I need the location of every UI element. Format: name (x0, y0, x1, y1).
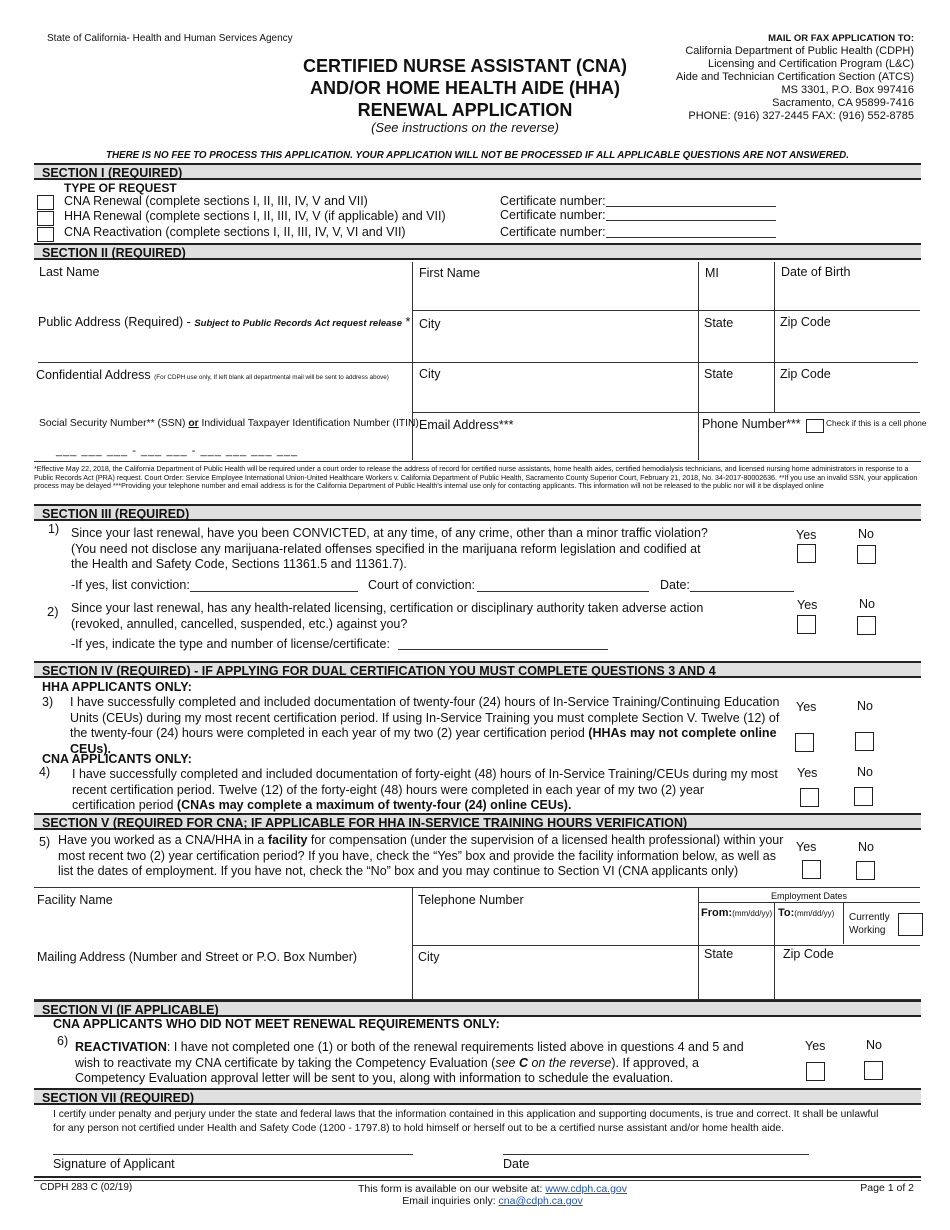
section-7-header: SECTION VII (REQUIRED) (34, 1088, 921, 1105)
currently-working-label: Currently Working (849, 912, 890, 936)
website-link[interactable]: www.cdph.ca.gov (545, 1183, 628, 1195)
cna-applicants-label: CNA APPLICANTS ONLY: (42, 752, 192, 766)
section-4-header: SECTION IV (REQUIRED) - IF APPLYING FOR DUAL CERTIFICATION YOU MUST COMPLETE QUESTIONS 3 AND 4 (34, 661, 921, 678)
q2-no-checkbox[interactable] (857, 616, 876, 635)
grid-line (34, 887, 920, 888)
cna-renewal-checkbox[interactable] (37, 195, 54, 210)
state-label: State (704, 316, 734, 330)
q3-yes-checkbox[interactable] (795, 733, 814, 752)
date-field[interactable] (503, 1154, 809, 1155)
phone-number-label: Phone Number*** (702, 417, 801, 431)
agency-name: State of California- Health and Human Services Agency (47, 33, 293, 44)
to-date-label: To:(mm/dd/yy) (778, 907, 835, 919)
yes-label: Yes (805, 1039, 826, 1053)
no-label: No (858, 840, 874, 854)
first-name-label: First Name (419, 266, 481, 280)
grid-divider (843, 902, 844, 944)
q6-no-checkbox[interactable] (864, 1061, 883, 1080)
hha-renewal-checkbox[interactable] (37, 211, 54, 226)
question-6-number: 6) (57, 1034, 69, 1048)
q1-yes-checkbox[interactable] (797, 544, 816, 563)
question-1-number: 1) (48, 522, 60, 536)
license-type-field[interactable] (398, 649, 608, 650)
footer-contact: This form is available on our website at: www.cdph.ca.gov Email inquiries only: cna@cdph.ca.gov (357, 1183, 628, 1207)
grid-line (34, 461, 921, 462)
grid-divider (698, 887, 699, 999)
cna-renewal-label: CNA Renewal (complete sections I, II, III, IV, V and VII) (64, 194, 368, 208)
yes-label: Yes (797, 766, 818, 780)
form-id: CDPH 283 C (02/19) (40, 1182, 133, 1193)
from-date-label: From:(mm/dd/yy) (701, 907, 773, 919)
q4-no-checkbox[interactable] (854, 787, 873, 806)
certificate-number-field[interactable] (606, 206, 776, 207)
form-title: CERTIFIED NURSE ASSISTANT (CNA) AND/OR HOME HEALTH AIDE (HHA) RENEWAL APPLICATION (303, 56, 627, 120)
date-of-birth-label: Date of Birth (781, 265, 851, 279)
middle-initial-label: MI (705, 266, 719, 280)
list-conviction-label: -If yes, list conviction: (71, 578, 190, 592)
section-1-header: SECTION I (REQUIRED) (34, 163, 921, 180)
facility-name-label: Facility Name (37, 893, 113, 907)
grid-line (412, 945, 920, 946)
ssn-label: Social Security Number** (SSN) or Individual Taxpayer Identification Number (ITIN) (39, 418, 419, 429)
q1-no-checkbox[interactable] (857, 545, 876, 564)
cna-reactivation-label: CNA Reactivation (complete sections I, II, III, IV, V, VI and VII) (64, 225, 406, 239)
grid-divider (698, 262, 699, 460)
question-5-text: Have you worked as a CNA/HHA in a facility for compensation (under the supervision of a licensed health professional) within your most recent two (2) year certification period? If you have, check the “Yes” box and provide the facility information below, as well as list the dates of employment. If you have not, check the “No” box and you may continue to Section VI (CNA applicants only) (58, 833, 784, 878)
footer-rule (34, 1180, 921, 1181)
hha-renewal-label: HHA Renewal (complete sections I, II, III, IV, V (if applicable) and VII) (64, 209, 446, 223)
zip-code-label: Zip Code (780, 315, 831, 329)
facility-state-label: State (704, 947, 734, 961)
question-5-number: 5) (39, 835, 51, 849)
section-6-subtitle: CNA APPLICANTS WHO DID NOT MEET RENEWAL REQUIREMENTS ONLY: (53, 1017, 500, 1031)
question-1-text: Since your last renewal, have you been CONVICTED, at any time, of any crime, other than a minor traffic violation? (You need not disclose any marijuana-related offenses specified in the marijuana reform legislation and codified at the Health and Safety Code, Sections 11361.5 and 11361.7). (71, 526, 708, 571)
question-4-text: I have successfully completed and included documentation of forty-eight (48) hours of In-Service Training/CEUs during my most recent certification period. Twelve (12) of the forty-eight (48) hours were completed in each year of my two (2) year certification period (CNAs may complete a maximum of twenty-four (24) online CEUs). (72, 767, 778, 812)
certification-statement: I certify under penalty and perjury under the state and federal laws that the information contained in this application and supporting documents, is true and correct. It shall be unlawful for any person not certified under Health and Safety Code (1200 - 1797.8) to hold himself or herself out to be a certified nurse assistant and/or home health aide. (53, 1109, 879, 1134)
no-label: No (858, 527, 874, 541)
footnote: *Effective May 22, 2018, the California Department of Public Health will be required under a court order to release the address of record for certified nurse assistants, home health aides, certified hemodialysis technicians, and licensed nursing home administrators in response to a Public Records Act (PRA) request. Court Order: Service Employee International Union-United Healthcare Workers v. California Department of Public Health, Sacramento County Superior Court, February 21, 2018, No. 34-2017-80002636. **If you use an invalid SSN, your application process may be delayed ***Providing your telephone number and email address is for the California Department of Public Health's internal use only for contacting applicants. This information will not be released to the public nor will it be displayed online (34, 465, 918, 491)
public-address-label: Public Address (Required) - Subject to Public Records Act request release * (38, 315, 411, 329)
state-label: State (704, 367, 734, 381)
license-type-label: -If yes, indicate the type and number of license/certificate: (71, 637, 390, 651)
no-label: No (866, 1038, 882, 1052)
certificate-number-label: Certificate number: (500, 208, 606, 222)
yes-label: Yes (796, 700, 817, 714)
court-of-conviction-label: Court of conviction: (368, 578, 475, 592)
section-2-header: SECTION II (REQUIRED) (34, 243, 921, 260)
signature-label: Signature of Applicant (53, 1157, 175, 1171)
city-label: City (419, 367, 441, 381)
grid-line (698, 902, 920, 903)
telephone-number-label: Telephone Number (418, 893, 524, 907)
page-number: Page 1 of 2 (860, 1182, 914, 1194)
conviction-field[interactable] (190, 591, 358, 592)
ssn-field[interactable]: ___ ___ ___ - ___ ___ - ___ ___ ___ ___ (56, 445, 299, 457)
fee-notice: THERE IS NO FEE TO PROCESS THIS APPLICATION. YOUR APPLICATION WILL NOT BE PROCESSED IF ALL APPLICABLE QUESTIONS ARE NOT ANSWERED. (106, 150, 849, 161)
certificate-number-label: Certificate number: (500, 225, 606, 239)
grid-line (412, 412, 920, 413)
certificate-number-field[interactable] (606, 237, 776, 238)
certificate-number-field[interactable] (606, 220, 776, 221)
signature-field[interactable] (53, 1154, 413, 1155)
question-4-number: 4) (39, 765, 51, 779)
cell-phone-checkbox[interactable] (806, 419, 824, 433)
question-3-text: I have successfully completed and included documentation of twenty-four (24) hours of In-Service Training/Continuing Education Units (CEUs) during my most recent certification period. If using In-Service Training you must complete Section V. Twelve (12) of the twenty-four (24) hours were completed in each year of my two (2) year certification period (HHAs may not complete online CEUs). (70, 695, 780, 756)
facility-city-label: City (418, 950, 440, 964)
grid-divider (412, 887, 413, 999)
yes-label: Yes (796, 840, 817, 854)
cell-phone-label: Check if this is a cell phone (826, 418, 927, 428)
date-label: Date (503, 1157, 530, 1171)
question-2-number: 2) (47, 604, 59, 619)
q3-no-checkbox[interactable] (855, 732, 874, 751)
conviction-date-field[interactable] (690, 591, 794, 592)
no-label: No (857, 765, 873, 779)
question-6-text: REACTIVATION: I have not completed one (1) or both of the renewal requirements listed above in questions 4 and 5 and wish to reactivate my CNA certificate by taking the Competency Evaluation (see C on the reverse). If approved, a Competency Evaluation approval letter will be sent to you, along with information to schedule the evaluation. (75, 1040, 744, 1085)
no-label: No (857, 699, 873, 713)
yes-label: Yes (797, 598, 818, 612)
hha-applicants-label: HHA APPLICANTS ONLY: (42, 680, 192, 694)
employment-dates-label: Employment Dates (770, 891, 848, 901)
form-subtitle: (See instructions on the reverse) (371, 120, 559, 135)
grid-line (412, 310, 920, 311)
section-3-header: SECTION III (REQUIRED) (34, 504, 921, 521)
q5-yes-checkbox[interactable] (802, 860, 821, 879)
mailing-instructions: MAIL OR FAX APPLICATION TO: California Department of Public Health (CDPH) Licensing and Certification Program (L&C) Aide and Technician Certification Section (ATCS) MS 3301, P.O. Box 997416 Sacramento, CA 95899-7416 PHONE: (916) 327-2445 FAX: (916) 552-8785 (675, 33, 914, 122)
conviction-date-label: Date: (660, 578, 690, 592)
grid-line (38, 362, 918, 363)
question-3-number: 3) (42, 695, 54, 709)
grid-divider (412, 262, 413, 460)
cna-reactivation-checkbox[interactable] (37, 227, 54, 242)
q6-yes-checkbox[interactable] (806, 1062, 825, 1081)
certificate-number-label: Certificate number: (500, 194, 606, 208)
q5-no-checkbox[interactable] (856, 861, 875, 880)
mailing-address-label: Mailing Address (Number and Street or P.O. Box Number) (37, 950, 358, 964)
grid-divider (774, 902, 775, 999)
zip-code-label: Zip Code (780, 367, 831, 381)
city-label: City (419, 317, 441, 331)
question-2-text: Since your last renewal, has any health-related licensing, certification or disciplinary authority taken adverse action (revoked, annulled, cancelled, suspended, etc.) against you? (71, 601, 704, 631)
email-address-label: Email Address*** (419, 418, 514, 432)
grid-divider (774, 262, 775, 412)
last-name-label: Last Name (39, 265, 100, 279)
q4-yes-checkbox[interactable] (800, 788, 819, 807)
currently-working-checkbox[interactable] (898, 913, 923, 936)
email-link[interactable]: cna@cdph.ca.gov (498, 1195, 583, 1207)
yes-label: Yes (796, 528, 817, 542)
section-6-header: SECTION VI (IF APPLICABLE) (34, 1000, 921, 1017)
footer-rule (34, 1176, 921, 1178)
no-label: No (859, 597, 875, 611)
section-5-header: SECTION V (REQUIRED FOR CNA; IF APPLICABLE FOR HHA IN-SERVICE TRAINING HOURS VERIFICATION) (34, 813, 921, 830)
type-of-request-label: TYPE OF REQUEST (64, 181, 177, 195)
court-field[interactable] (477, 591, 649, 592)
confidential-address-label: Confidential Address (For CDPH use only, If left blank all departmental mail will be sent to address above) (36, 368, 389, 382)
q2-yes-checkbox[interactable] (797, 615, 816, 634)
facility-zip-label: Zip Code (783, 947, 834, 961)
